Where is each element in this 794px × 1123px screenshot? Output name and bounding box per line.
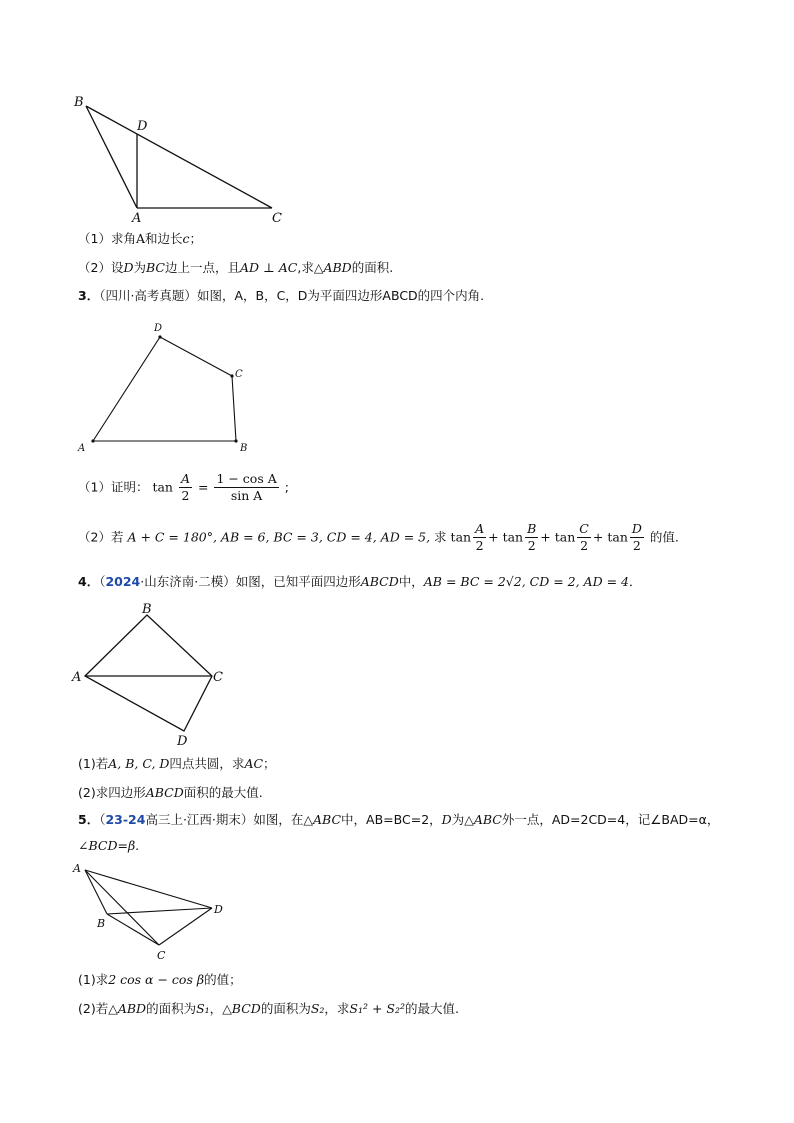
q3-p2-den-1: 2 xyxy=(475,538,484,553)
q5-text3: 为 xyxy=(451,812,465,827)
q4-number: 4． xyxy=(78,574,100,589)
q3-p1-rden: sin A xyxy=(230,488,263,503)
q5-d: D xyxy=(441,812,452,827)
q3-source: （四川·高考真题） xyxy=(99,288,197,303)
q3-p1-eq: = xyxy=(197,479,209,495)
q4-p1-end: ； xyxy=(263,756,276,771)
q4-p1-points: A, B, C, D xyxy=(108,756,170,771)
quadrilateral-abcd-q4 xyxy=(85,615,212,731)
q3-p1-den: 2 xyxy=(181,488,190,503)
q2-p2-end: 的面积. xyxy=(351,260,394,275)
segment-ab xyxy=(85,870,107,914)
q4-p2-quad: ABCD xyxy=(145,785,184,800)
q2-p2-prefix: （2）设 xyxy=(78,260,124,275)
q4-p2-end: 面积的最大值. xyxy=(183,785,263,800)
q2-p1-a: A xyxy=(135,231,145,246)
label-b: B xyxy=(74,95,84,110)
q4-text2: 中， xyxy=(398,574,424,589)
q3-p2-ask: 求 xyxy=(434,529,447,545)
q3-p2-den-2: 2 xyxy=(527,538,536,553)
q3-p2-num-b: B xyxy=(527,521,537,536)
q3-p2-den-4: 2 xyxy=(632,538,641,553)
q5-text2: 中，AB=BC=2， xyxy=(341,812,442,827)
q4-year: 2024 xyxy=(105,574,141,589)
q2-p2-cond: AD ⊥ AC xyxy=(240,260,298,275)
q5-part1 xyxy=(78,972,242,988)
q4-source: ·山东济南·二模） xyxy=(140,574,236,589)
q3-p1-frac-right xyxy=(214,471,278,504)
q3-p2-end: 的值. xyxy=(649,529,679,545)
q4-heading: 4．（2024·山东济南·二模）如图，已知平面四边形ABCD中，AB = BC = 2√2, CD = 2, AD = 4． xyxy=(78,574,642,589)
q3-p1-prefix: （1）证明： xyxy=(78,479,149,495)
q5-number: 5． xyxy=(78,812,100,827)
q3-label-c: C xyxy=(235,369,243,380)
q2-p2-bc: BC xyxy=(146,260,165,275)
q3-p2-prefix: （2）若 xyxy=(78,529,124,545)
q4-text: 如图，已知平面四边形 xyxy=(235,574,361,589)
q5-p2-mid2: ， xyxy=(209,1001,223,1016)
q5-p2-s2: S₂ xyxy=(310,1001,325,1016)
q2-p1-prefix: （1）求角 xyxy=(78,231,136,246)
q3-p1-end: ; xyxy=(284,479,289,495)
q4-cond: AB = BC = 2√2, CD = 2, AD = 4 xyxy=(423,574,629,589)
q5-source-open: （ xyxy=(99,812,106,827)
q3-p2-num-a: A xyxy=(475,521,485,536)
q2-part1 xyxy=(78,231,202,247)
q5-p2-mid: 的面积为 xyxy=(146,1001,197,1016)
q3-label-a: A xyxy=(78,443,86,454)
q4-source-open: （ xyxy=(99,574,106,589)
q5-p2-mid3: 的面积为 xyxy=(260,1001,311,1016)
q3-p2-num-c: C xyxy=(579,521,589,536)
figure-triangle-bdac xyxy=(66,90,296,230)
q4-p1-ac: AC xyxy=(244,756,264,771)
q3-label-d: D xyxy=(154,323,163,334)
q5-p2-expr: S₁² + S₂² xyxy=(349,1001,406,1016)
q5-p2-end: 的最大值. xyxy=(405,1001,459,1016)
q5-p2-mid4: ，求 xyxy=(324,1001,350,1016)
q3-p2-tan-2: tan xyxy=(502,529,524,545)
label-d: D xyxy=(137,119,148,134)
q2-p2-tri: △ABD xyxy=(313,260,352,275)
q3-part2 xyxy=(78,521,679,554)
q3-p2-num-d: D xyxy=(631,521,642,536)
q3-part1 xyxy=(78,471,289,504)
q5-text4: 外一点，AD=2CD=4，记∠BAD=α， xyxy=(501,812,720,827)
q3-p1-rnum: 1 − cos A xyxy=(216,471,277,486)
q3-p1-num: A xyxy=(180,471,190,486)
q3-p2-tan-4: tan xyxy=(607,529,628,545)
q3-p2-plus-2: + xyxy=(540,529,551,545)
q3-number: 3． xyxy=(78,288,100,303)
point-b xyxy=(234,439,237,442)
q5-tri2: △ABC xyxy=(464,812,502,827)
q4-label-d: D xyxy=(177,734,188,749)
label-c: C xyxy=(272,211,282,226)
q5-p2-s1: S₁ xyxy=(196,1001,210,1016)
q5-p2-tri2: △BCD xyxy=(222,1001,261,1016)
q4-p1-prefix: (1)若 xyxy=(78,756,109,771)
segment-cd xyxy=(159,908,212,945)
point-d xyxy=(158,335,161,338)
q3-label-b: B xyxy=(240,443,248,454)
q4-p1-mid: 四点共圆，求 xyxy=(169,756,245,771)
q3-p2-tan-1: tan xyxy=(450,529,472,545)
q4-label-a: A xyxy=(72,670,82,685)
q3-p2-plus-1: + xyxy=(488,529,499,545)
q5-p2-prefix: (2)若 xyxy=(78,1001,109,1016)
point-c xyxy=(230,374,233,377)
q5-label-d: D xyxy=(214,903,223,916)
q3-p1-tan: tan xyxy=(152,479,173,495)
q5-label-b: B xyxy=(97,917,106,930)
q4-label-b: B xyxy=(142,602,152,617)
q5-line2: ∠BCD=β. xyxy=(78,838,140,853)
q5-p1-prefix: (1)求 xyxy=(78,972,109,987)
q5-p1-end: 的值； xyxy=(204,972,242,987)
q3-p2-cond: A + C = 180°, AB = 6, BC = 3, CD = 4, AD = 5, xyxy=(127,529,431,545)
q3-p2-plus-3: + xyxy=(592,529,604,545)
q3-p2-tan-3: tan xyxy=(554,529,576,545)
q5-tri: △ABC xyxy=(303,812,342,827)
q4-quad: ABCD xyxy=(360,574,399,589)
q2-p2-mid2: 边上一点，且 xyxy=(164,260,240,275)
q3-text: 如图，A，B，C，D为平面四边形ABCD的四个内角. xyxy=(196,288,485,303)
q4-label-c: C xyxy=(213,670,223,685)
figure-q5 xyxy=(66,858,246,968)
q4-part1 xyxy=(78,756,276,772)
q5-heading-line2 xyxy=(78,838,139,854)
q2-part2 xyxy=(78,260,393,276)
q5-part2 xyxy=(78,1001,459,1017)
q5-label-a: A xyxy=(73,862,81,875)
q5-p1-expr: 2 cos α − cos β xyxy=(108,972,205,987)
q2-p2-d: D xyxy=(123,260,134,275)
q5-year: 23-24 xyxy=(105,812,146,827)
q2-p1-end: ； xyxy=(189,231,203,246)
q5-label-c: C xyxy=(157,949,166,962)
q3-heading xyxy=(78,288,484,304)
label-a: A xyxy=(132,211,142,226)
q4-p2-prefix: (2)求四边形 xyxy=(78,785,146,800)
point-a xyxy=(91,439,94,442)
q4-part2 xyxy=(78,785,263,801)
q3-p2-den-3: 2 xyxy=(580,538,589,553)
segment-bc xyxy=(86,106,272,208)
q2-p1-mid: 和边长 xyxy=(144,231,183,246)
q5-text: 如图，在 xyxy=(253,812,304,827)
q2-p2-mid: 为 xyxy=(133,260,146,275)
q2-p2-mid3: ,求 xyxy=(297,260,314,275)
figure-quadrilateral-q3 xyxy=(74,318,264,458)
segment-ba xyxy=(86,106,137,208)
figure-quadrilateral-q4 xyxy=(66,598,246,750)
q3-p1-frac-a2 xyxy=(179,471,192,504)
quadrilateral-abcd xyxy=(93,337,236,441)
q5-source: 高三上·江西·期末） xyxy=(145,812,254,827)
q5-p2-tri: △ABD xyxy=(108,1001,147,1016)
q2-p1-c: c xyxy=(182,231,190,246)
q5-heading xyxy=(78,812,719,828)
